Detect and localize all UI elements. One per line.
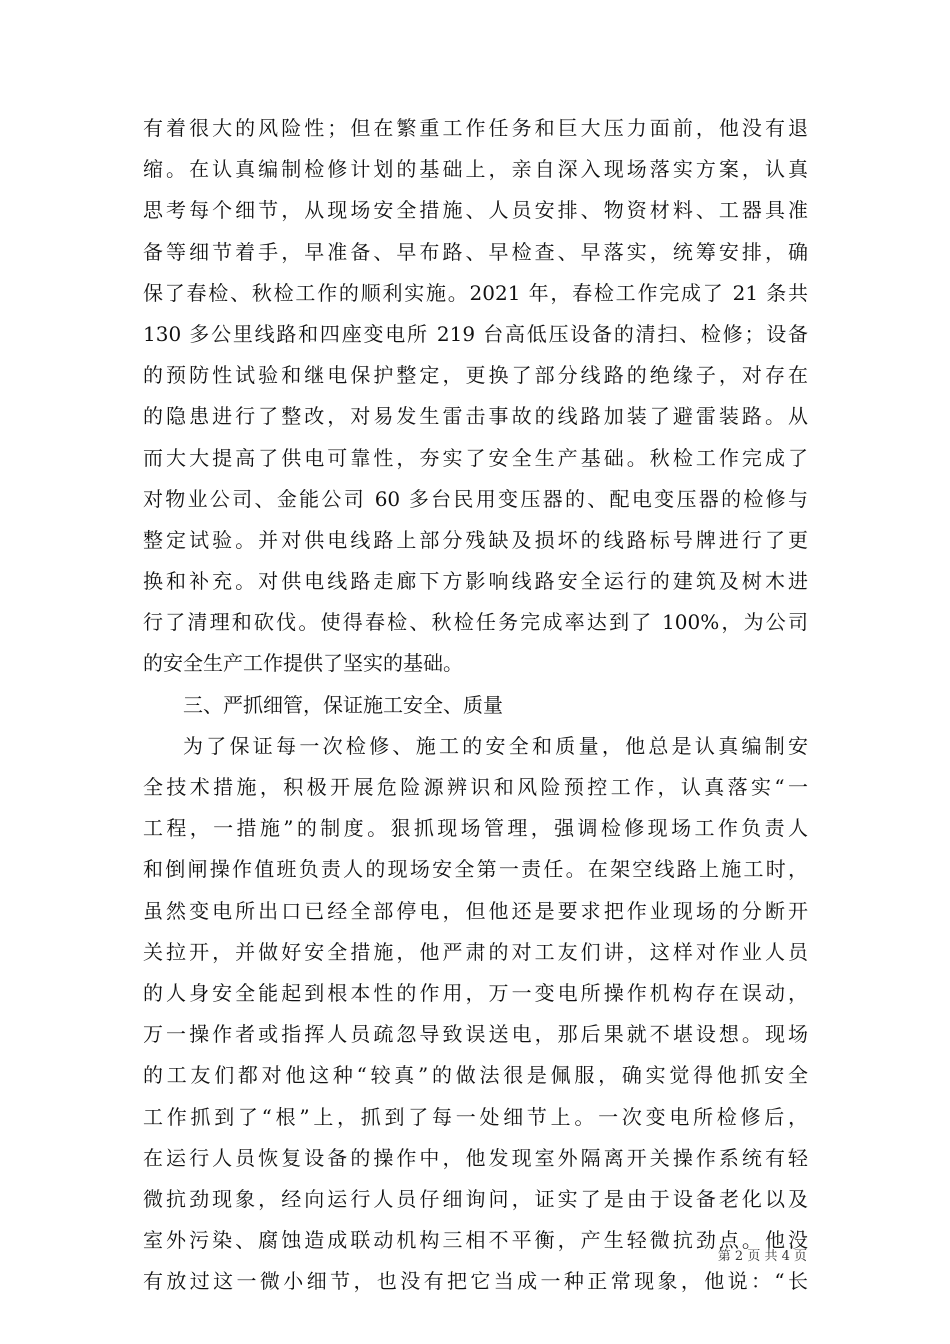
text-line: 的隐患进行了整改，对易发生雷击事故的线路加装了避雷装路。从 xyxy=(143,404,808,429)
text-line: 关拉开，并做好安全措施，他严肃的对工友们讲，这样对作业人员 xyxy=(143,939,808,964)
page-footer xyxy=(0,1245,950,1264)
text-line: 和倒闸操作值班负责人的现场安全第一责任。在架空线路上施工时， xyxy=(143,857,808,882)
text-line: 整定试验。并对供电线路上部分残缺及损坏的线路标号牌进行了更 xyxy=(143,527,808,552)
text-line: 全技术措施，积极开展危险源辨识和风险预控工作，认真落实“一 xyxy=(143,775,808,799)
text-line: 的预防性试验和继电保护整定，更换了部分线路的绝缘子，对存在 xyxy=(143,363,808,388)
text-line: 在运行人员恢复设备的操作中，他发现室外隔离开关操作系统有轻 xyxy=(143,1145,808,1170)
paragraph-end-line: 的安全生产工作提供了坚实的基础。 xyxy=(143,651,463,676)
section-heading: 三、严抓细管，保证施工安全、质量 xyxy=(183,692,503,717)
text-line: 微抗劲现象，经向运行人员仔细询问，证实了是由于设备老化以及 xyxy=(143,1186,808,1211)
text-line: 行了清理和砍伐。使得春检、秋检任务完成率达到了 100%，为公司 xyxy=(143,610,808,635)
text-line: 虽然变电所出口已经全部停电，但他还是要求把作业现场的分断开 xyxy=(143,898,808,923)
body-text xyxy=(143,108,808,1302)
text-line: 工作抓到了“根”上，抓到了每一处细节上。一次变电所检修后， xyxy=(143,1104,808,1129)
page-number-label: 第 2 页 共 4 页 xyxy=(717,1249,807,1264)
text-line: 换和补充。对供电线路走廊下方影响线路安全运行的建筑及树木进 xyxy=(143,569,808,594)
text-line: 对物业公司、金能公司 60 多台民用变压器的、配电变压器的检修与 xyxy=(143,486,808,511)
text-line: 备等细节着手，早准备、早布路、早检查、早落实，统筹安排，确 xyxy=(143,239,808,264)
text-line: 万一操作者或指挥人员疏忽导致误送电，那后果就不堪设想。现场 xyxy=(143,1022,808,1047)
text-line: 130 多公里线路和四座变电所 219 台高低压设备的清扫、检修；设备 xyxy=(143,321,808,346)
text-line: 有放过这一微小细节，也没有把它当成一种正常现象，他说：“长 xyxy=(143,1269,808,1294)
text-line: 的人身安全能起到根本性的作用，万一变电所操作机构存在误动， xyxy=(143,980,808,1005)
text-line: 工程，一措施”的制度。狠抓现场管理，强调检修现场工作负责人 xyxy=(143,816,808,841)
text-line: 而大大提高了供电可靠性，夯实了安全生产基础。秋检工作完成了 xyxy=(143,445,808,470)
text-line: 思考每个细节，从现场安全措施、人员安排、物资材料、工器具准 xyxy=(143,198,808,223)
text-line: 的工友们都对他这种“较真”的做法很是佩服，确实觉得他抓安全 xyxy=(143,1063,808,1088)
text-line: 缩。在认真编制检修计划的基础上，亲自深入现场落实方案，认真 xyxy=(143,157,808,182)
text-line: 保了春检、秋检工作的顺利实施。2021 年，春检工作完成了 21 条共 xyxy=(143,280,808,305)
text-line: 室外污染、腐蚀造成联动机构三相不平衡，产生轻微抗劲点。他没 xyxy=(143,1228,808,1253)
paragraph-first-line: 为了保证每一次检修、施工的安全和质量，他总是认真编制安 xyxy=(183,733,808,758)
text-line: 有着很大的风险性；但在繁重工作任务和巨大压力面前，他没有退 xyxy=(143,116,808,140)
